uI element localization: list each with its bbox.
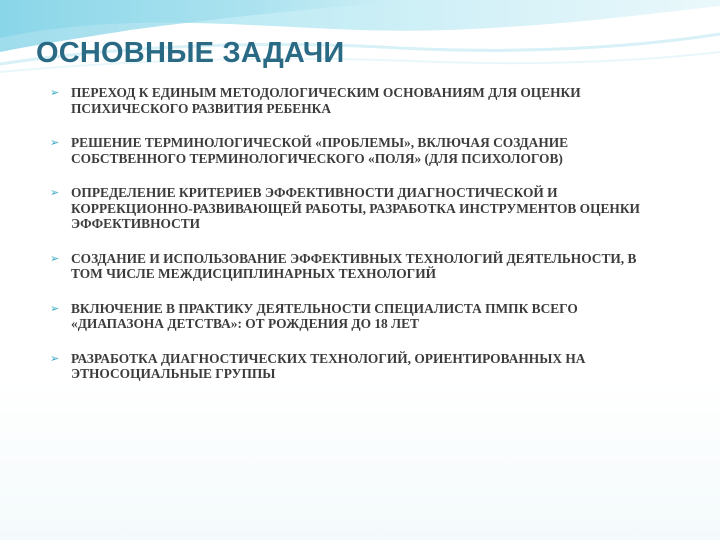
task-item: [50, 185, 670, 232]
task-text: ПЕРЕХОД К ЕДИНЫМ МЕТОДОЛОГИЧЕСКИМ ОСНОВАНИЯМ ДЛЯ ОЦЕНКИ ПСИХИЧЕСКОГО РАЗВИТИЯ РЕБЕНКА: [71, 85, 581, 116]
task-item: [50, 351, 670, 382]
task-item: [50, 135, 670, 166]
arrowhead-bullet-icon: ➢: [50, 136, 60, 149]
arrowhead-bullet-icon: ➢: [50, 351, 60, 365]
task-text: СОЗДАНИЕ И ИСПОЛЬЗОВАНИЕ ЭФФЕКТИВНЫХ ТЕХНОЛОГИЙ ДЕЯТЕЛЬНОСТИ, В ТОМ ЧИСЛЕ МЕЖДИСЦИПЛИНАРНЫХ ТЕХНОЛОГИЙ: [71, 250, 637, 281]
arrowhead-bullet-icon: ➢: [50, 186, 60, 199]
slide-title: ОСНОВНЫЕ ЗАДАЧИ: [36, 37, 345, 69]
task-list: [50, 85, 670, 401]
task-item: [50, 85, 670, 116]
task-text: РАЗРАБОТКА ДИАГНОСТИЧЕСКИХ ТЕХНОЛОГИЙ, ОРИЕНТИРОВАННЫХ НА ЭТНОСОЦИАЛЬНЫЕ ГРУППЫ: [71, 350, 586, 381]
task-text: ВКЛЮЧЕНИЕ В ПРАКТИКУ ДЕЯТЕЛЬНОСТИ СПЕЦИАЛИСТА ПМПК ВСЕГО «ДИАПАЗОНА ДЕТСТВА»: ОТ РОЖДЕНИЯ ДО 18 ЛЕТ: [71, 300, 578, 331]
task-text: ОПРЕДЕЛЕНИЕ КРИТЕРИЕВ ЭФФЕКТИВНОСТИ ДИАГНОСТИЧЕСКОЙ И КОРРЕКЦИОННО-РАЗВИВАЮЩЕЙ РАБОТЫ, РАЗРАБОТКА ИНСТРУМЕНТОВ ОЦЕНКИ ЭФФЕКТИВНОСТИ: [71, 185, 640, 231]
task-item: [50, 251, 670, 282]
arrowhead-bullet-icon: ➢: [50, 251, 60, 265]
task-text: РЕШЕНИЕ ТЕРМИНОЛОГИЧЕСКОЙ «ПРОБЛЕМЫ», ВКЛЮЧАЯ СОЗДАНИЕ СОБСТВЕННОГО ТЕРМИНОЛОГИЧЕСКОГО «ПОЛЯ» (ДЛЯ ПСИХОЛОГОВ): [71, 135, 569, 166]
arrowhead-bullet-icon: ➢: [50, 86, 60, 99]
arrowhead-bullet-icon: ➢: [50, 301, 60, 315]
task-item: [50, 301, 670, 332]
